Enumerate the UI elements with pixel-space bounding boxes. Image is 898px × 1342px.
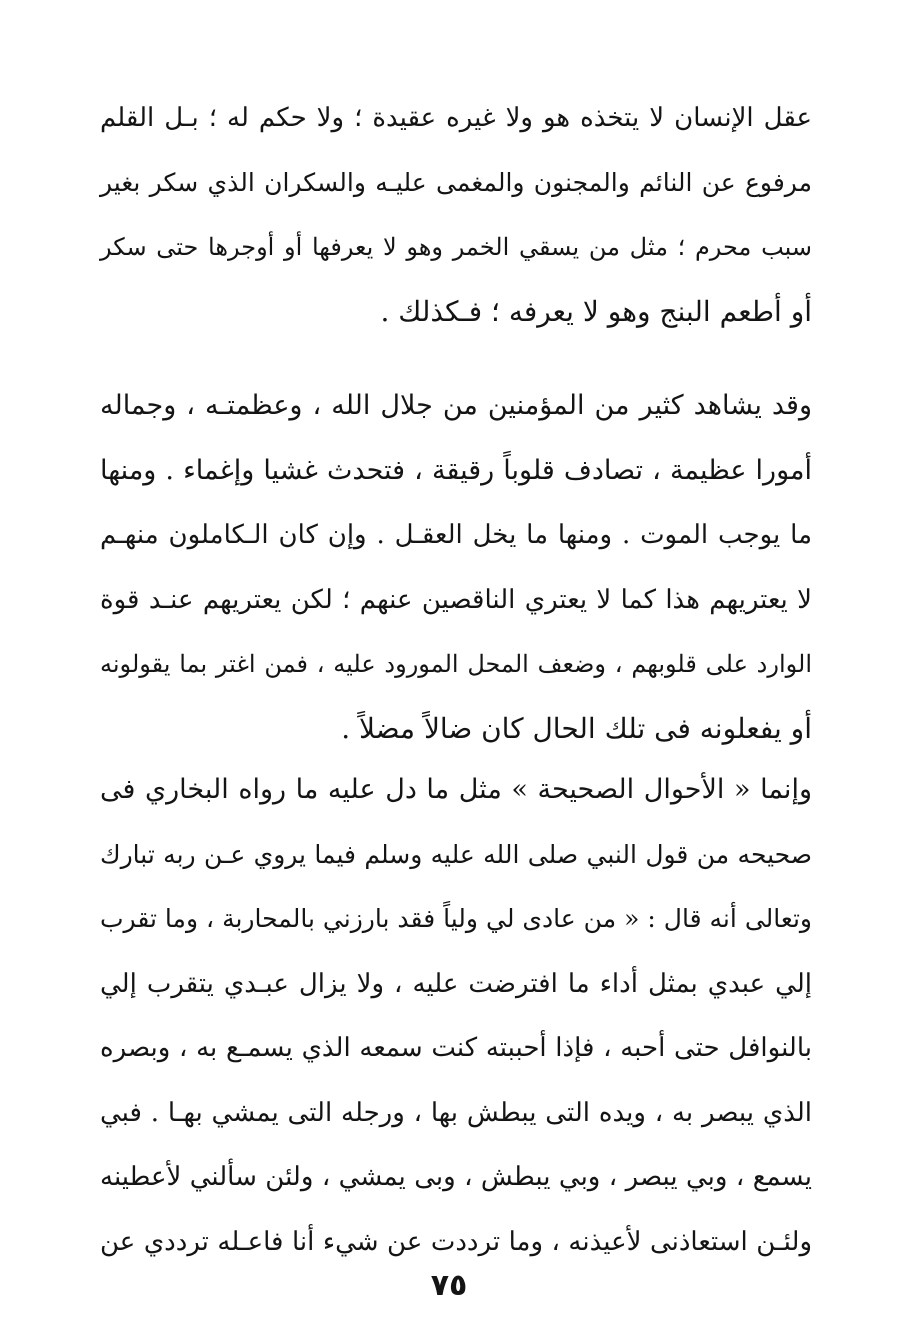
text-line: الوارد على قلوبهم ، وضعف المحل المورود عليه ، فمن اغتر بما يقولونه — [100, 650, 812, 678]
text-line: لا يعتريهم هذا كما لا يعتري الناقصين عنهم ؛ لكن يعتريهم عنـد قوة — [100, 584, 812, 615]
paragraph-1 — [100, 86, 812, 344]
text-line: يسمع ، وبي يبصر ، وبي يبطش ، وبى يمشي ، ولئن سألني لأعطينه — [100, 1162, 812, 1192]
text-line: وإنما « الأحوال الصحيحة » مثل ما دل عليه ما رواه البخاري فى — [100, 774, 812, 805]
text-line: الذي يبصر به ، ويده التى يبطش بها ، ورجله التى يمشي بهـا . فبي — [100, 1097, 812, 1128]
text-line: وتعالى أنه قال : « من عادى لي ولياً فقد بارزني بالمحاربة ، وما تقرب — [100, 904, 812, 933]
text-line: سبب محرم ؛ مثل من يسقي الخمر وهو لا يعرفها أو أوجرها حتى سكر — [100, 233, 812, 261]
page-number: ٧٥ — [430, 1268, 468, 1303]
paragraph-2 — [100, 374, 812, 761]
text-line: ما يوجب الموت . ومنها ما يخل العقـل . وإن كان الـكاملون منهـم — [100, 520, 812, 550]
paragraph-3 — [100, 758, 812, 1274]
text-line: وقد يشاهد كثير من المؤمنين من جلال الله ، وعظمتـه ، وجماله — [100, 390, 812, 421]
text-line: بالنوافل حتى أحبه ، فإذا أحببته كنت سمعه الذي يسمـع به ، وبصره — [100, 1033, 812, 1063]
text-line: عقل الإنسان لا يتخذه هو ولا غيره عقيدة ؛ ولا حكم له ؛ بـل القلم — [100, 103, 812, 133]
text-line: أو يفعلونه فى تلك الحال كان ضالاً مضلاً . — [341, 711, 812, 745]
text-line: أمورا عظيمة ، تصادف قلوباً رقيقة ، فتحدث غشيا وإغماء . ومنها — [100, 454, 812, 486]
text-line: أو أطعم البنج وهو لا يعرفه ؛ فـكذلك . — [380, 294, 812, 328]
text-line: ولئـن استعاذنى لأعيذنه ، وما ترددت عن شيء أنا فاعـله ترددي عن — [100, 1226, 812, 1257]
text-line: صحيحه من قول النبي صلى الله عليه وسلم فيما يروي عـن ربه تبارك — [100, 839, 812, 869]
text-line: مرفوع عن النائم والمجنون والمغمى عليـه والسكران الذي سكر بغير — [100, 167, 812, 197]
text-line: إلي عبدي بمثل أداء ما افترضت عليه ، ولا يزال عبـدي يتقرب إلي — [100, 968, 812, 999]
